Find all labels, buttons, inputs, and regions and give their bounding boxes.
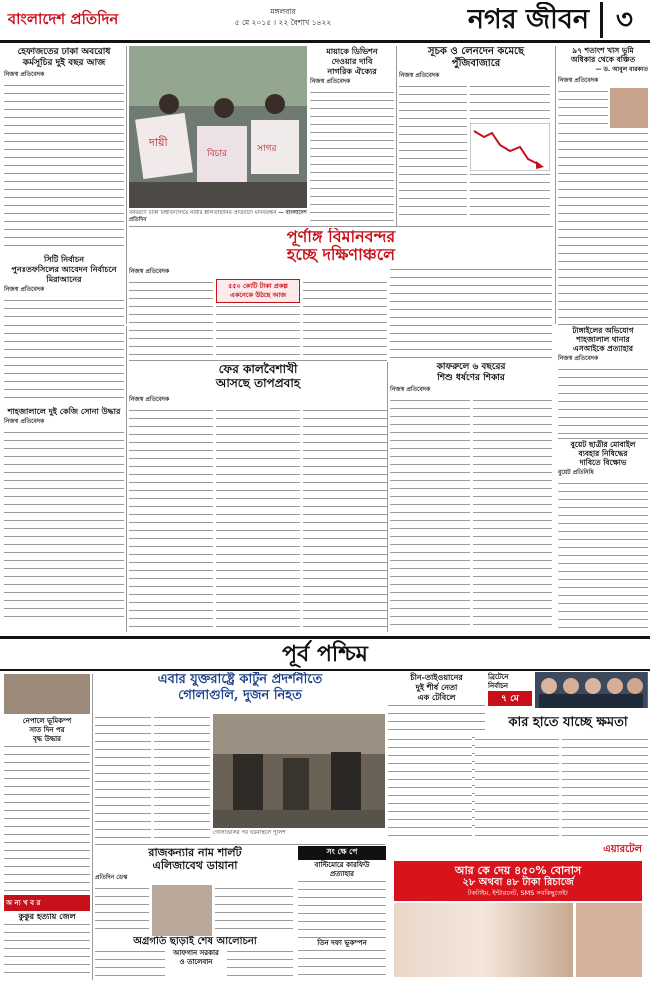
story-headline: রাজকন্যার নাম শার্লট এলিজাবেথ ডায়ানা (148, 846, 242, 872)
byline: নিজস্ব প্রতিবেদক (129, 396, 170, 403)
byline: নিজস্ব প্রতিবেদক (4, 286, 45, 293)
market-chart-graphic (470, 123, 550, 171)
story-headline: এবার যুক্তরাষ্ট্রে কার্টুন প্রদর্শনীতে গোলাগুলি, দুজন নিহত (157, 672, 323, 703)
story-airport-headline (129, 228, 553, 264)
story-body (4, 429, 124, 619)
uk-leaders-photo (535, 672, 648, 708)
svg-text:দায়ী: দায়ী (149, 136, 168, 149)
story-headline: কার হাতে যাচ্ছে ক্ষমতা (508, 715, 628, 730)
protest-photo (129, 46, 307, 208)
story-body (215, 885, 293, 936)
quote-author: — ড. আবুল বারকাত (595, 66, 648, 73)
story-headline: চীন-তাইওয়ানের দুই শীর্ষ নেতা এক টেবিলে (410, 672, 463, 702)
story-subhead: আফগান সরকার ও তালেবান (173, 948, 219, 966)
byline: নিজস্ব প্রতিবেদক (310, 78, 351, 85)
story-royal-baby (95, 846, 295, 936)
byline: নিজস্ব প্রতিবেদক (4, 418, 45, 425)
story-body (216, 303, 300, 360)
story-us-body-1 (95, 714, 151, 842)
story-body (298, 878, 386, 938)
story-body (310, 89, 394, 228)
story-body (95, 885, 149, 936)
us-shooting-photo (213, 714, 385, 828)
masthead-rule (0, 40, 650, 43)
story-body (303, 279, 387, 360)
story-body (129, 279, 213, 360)
story-airport-body (129, 266, 387, 360)
story-buet (558, 440, 648, 632)
nepal-photo (4, 674, 90, 714)
byline: বুয়েট প্রতিনিধি (558, 469, 594, 476)
story-headline: সিটি নির্বাচন পুনঃতফসিলের আবেদন নির্বাচনে মিরাআনের (11, 254, 117, 284)
story-gold (4, 322, 124, 632)
story-headline: কাফরুলে ৬ বছরের শিশু ধর্ষণের শিকার (436, 362, 506, 383)
svg-text:বিচার: বিচার (207, 149, 228, 159)
byline: নিজস্ব প্রতিবেদক (390, 386, 431, 393)
story-headline: সূচক ও লেনদেন কমেছে পুঁজিবাজারে (427, 46, 525, 69)
ad-brand: এয়ারটেল (603, 844, 642, 855)
story-body (388, 736, 472, 836)
story-body (4, 743, 90, 893)
byline: নিজস্ব প্রতিবেদক (399, 72, 440, 79)
story-headline: শাহজালালে দুই কেজি সোনা উদ্ধার (7, 406, 121, 416)
ad-banner (394, 861, 642, 901)
byline: নিজস্ব প্রতিবেদক (4, 71, 45, 78)
column-rule (396, 46, 397, 226)
story-headline: অগ্রগতি ছাড়াই শেষ আলোচনা (133, 936, 257, 947)
story-body (473, 397, 552, 627)
story-body (470, 83, 550, 123)
story-body (216, 407, 300, 634)
section-rule (95, 844, 385, 845)
story-headline: তিন দফা ভূকম্পন (317, 938, 367, 947)
story-body (298, 947, 386, 980)
election-date-badge: ৭ মে (488, 691, 532, 706)
byline: নিজস্ব প্রতিবেদক (558, 77, 599, 84)
story-body (475, 736, 559, 836)
story-body (390, 397, 470, 627)
story-body (4, 82, 124, 250)
election-label: ব্রিটেনে নির্বাচন (488, 672, 509, 690)
story-airport-body-2 (390, 266, 552, 360)
story-headline: মায়াকে ডিভিশন দেওয়ার দাবি নাগরিক ঐক্যের (326, 46, 378, 76)
story-body (303, 407, 387, 634)
story-body (129, 407, 213, 634)
section-title: নগর জীবন (467, 4, 589, 35)
story-maya (310, 46, 394, 228)
story-body (4, 297, 124, 319)
caption-credit: — বাংলাদেশ প্রতিদিন (129, 210, 307, 223)
banner-title: পূর্ব পশ্চিম (282, 641, 368, 667)
story-nepal (4, 674, 90, 980)
column-rule (555, 46, 556, 324)
story-body (227, 948, 293, 978)
byline: নিজস্ব প্রতিবেদক (129, 268, 170, 275)
caption-text: বর্ষবরণে ঢাকা বিশ্ববিদ্যালয়ে নারীর শ্লীলতাহানির প্রতিবাদে মানববন্ধন (129, 210, 277, 216)
section-rule (129, 360, 387, 361)
story-uk-headline (488, 714, 648, 734)
airtel-advertisement (388, 842, 648, 982)
royal-baby-photo (152, 885, 212, 936)
story-uk-body (388, 736, 648, 840)
story-body (470, 171, 550, 217)
story-body (4, 921, 90, 980)
story-headline: বুয়েট ছাত্রীর মোবাইল ব্যবহার নিষিদ্ধের দাবিতে বিক্ষোভ (570, 440, 636, 467)
story-si-withdrawn (558, 326, 648, 436)
ad-clothing-image (394, 903, 573, 977)
story-stock (399, 46, 553, 226)
story-body (399, 83, 467, 219)
story-headline: ৯৭ শতাংশ খাস ভূমি অধিকার থেকে বঞ্চিত (570, 46, 636, 64)
story-weather-headline (129, 362, 387, 392)
story-body (154, 714, 210, 842)
story-body (558, 366, 648, 436)
uk-election-header (488, 672, 648, 712)
story-headline: ফের কালবৈশাখী আসছে তাপপ্রবাহ (215, 362, 301, 390)
section-rule (129, 226, 553, 227)
ad-line-2: ২৮ অথবা ৪৮ টাকা রিচার্জে (462, 877, 574, 888)
section-label: সং ক্ষে পে (298, 846, 386, 860)
ad-line-1: আর কে দেয় ৪৫০% বোনাস (454, 864, 582, 877)
banner-rule-top (0, 636, 650, 639)
byline: নিজস্ব প্রতিবেদক (558, 355, 599, 362)
photo-caption: গোলাগুলির পর ঘটনাস্থলে পুলিশ (213, 830, 286, 836)
story-body (95, 714, 151, 842)
column-rule (126, 46, 127, 324)
section-label: অ ন্য খ ব র (4, 895, 90, 911)
story-headline: নেপালে ভূমিকম্প সাত দিন পর বৃদ্ধ উদ্ধার (22, 716, 72, 743)
story-us-shooting-headline (95, 672, 385, 712)
svg-text:সাগর: সাগর (257, 144, 277, 154)
story-headline: বাল্টিমোরে কারফিউ প্রত্যাহার (314, 860, 370, 878)
column-rule (92, 674, 93, 980)
highlight-box: ৫৫০ কোটি টাকা প্রকল্প একনেকে উঠছে আজ (216, 279, 300, 303)
issue-date: মঙ্গলবার ৫ মে ২০১৫ । ২২ বৈশাখ ১৪২২ (234, 7, 332, 27)
story-body (95, 948, 165, 978)
section-rule (558, 438, 648, 439)
story-kafrul (390, 362, 552, 634)
photo-caption (129, 210, 307, 226)
column-rule (126, 326, 127, 632)
page-number: ৩ (600, 2, 646, 38)
author-portrait (610, 88, 648, 128)
story-headline: টাঙ্গাইলের অভিযোগ শাহজালাল থানার এসআইকে প্রত্যাহার (572, 326, 634, 353)
newspaper-logo: বাংলাদেশ প্রতিদিন (7, 10, 119, 28)
story-afghan (95, 936, 295, 980)
story-body (4, 322, 124, 404)
story-weather-body (129, 394, 387, 634)
story-body (558, 130, 648, 318)
story-body (562, 736, 648, 836)
byline: প্রতিদিন ডেস্ক (95, 874, 128, 881)
column-rule (387, 362, 388, 632)
story-body (390, 266, 552, 360)
banner-rule-bottom (0, 669, 650, 671)
story-land (558, 46, 648, 322)
ad-line-3: টকটাইম, ইন্টারনেট, SMS সবকিছুতেই! (467, 889, 569, 897)
story-headline: কুকুর হত্যায় জেল (18, 911, 76, 921)
story-headline: পূর্ণাঙ্গ বিমানবন্দর হচ্ছে দক্ষিণাঞ্চলে (286, 228, 396, 264)
story-body (558, 88, 608, 128)
section-rule (558, 324, 648, 325)
ad-model-image (576, 903, 642, 977)
story-brief (298, 846, 386, 980)
story-hefazat (4, 47, 124, 319)
story-body (558, 480, 648, 630)
story-us-body-2 (154, 714, 210, 842)
story-headline: হেফাজতের ঢাকা অবরোধ কর্মসূচির দুই বছর আজ (17, 47, 111, 68)
section-banner (0, 640, 650, 668)
